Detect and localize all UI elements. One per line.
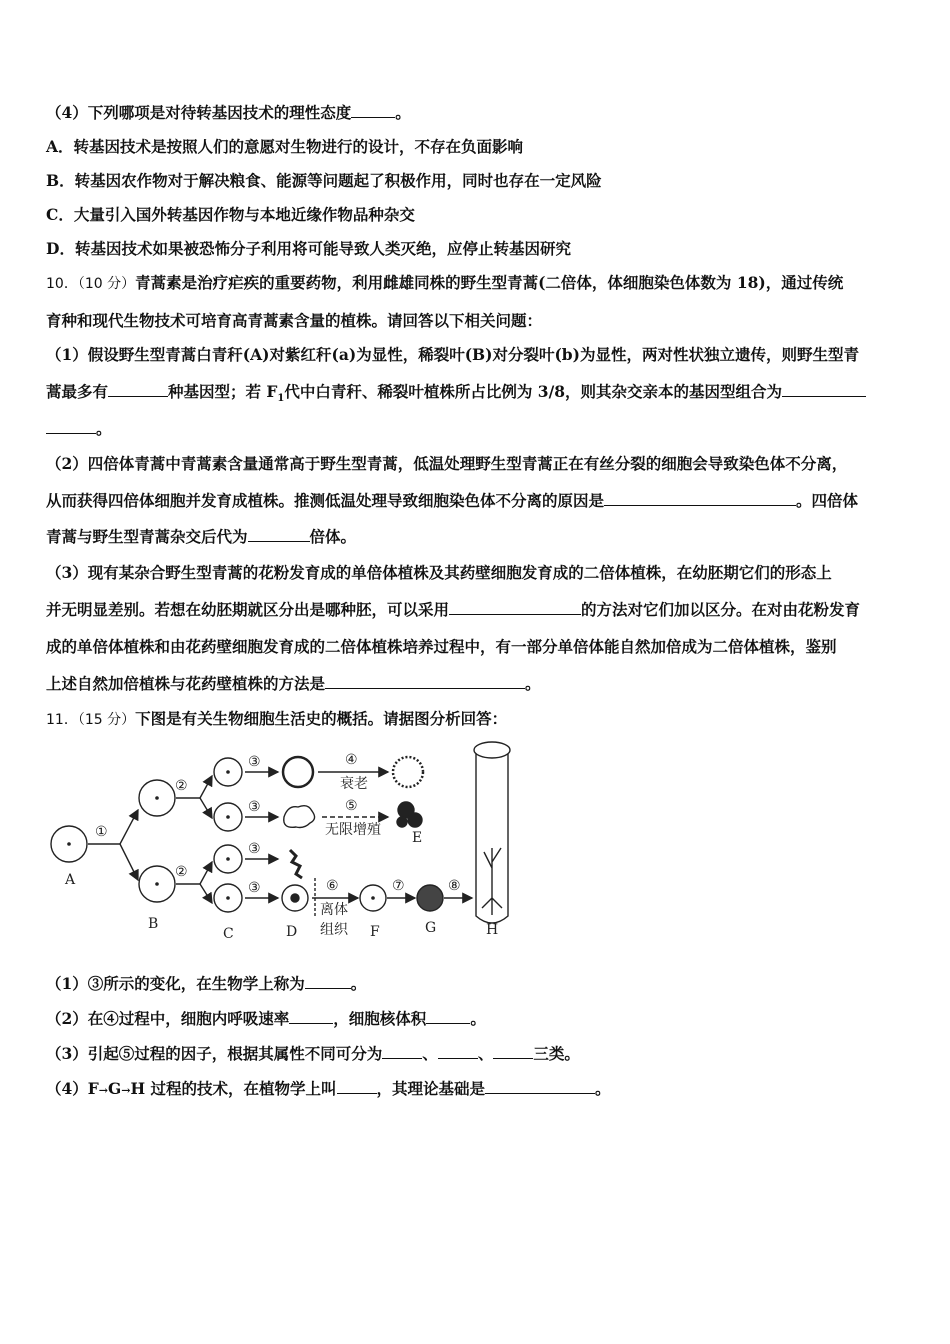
q10-part3-line1: （3）现有某杂合野生型青蒿的花粉发育成的单倍体植株及其药壁细胞发育成的二倍体植株，在幼胚期它们的形态上 [46, 563, 832, 582]
unlimited-label: 无限增殖 [325, 822, 381, 838]
isolated-label-1: 离体 [320, 902, 348, 918]
step-2-upper: ② [175, 778, 188, 794]
step-3-c: ③ [248, 841, 261, 857]
step-5: ⑤ [345, 798, 358, 814]
aging-cell [393, 757, 423, 787]
label-c: C [223, 926, 234, 942]
cell-life-history-diagram [40, 738, 520, 943]
answer-blank[interactable] [438, 1044, 478, 1059]
step-6: ⑥ [326, 878, 339, 894]
label-f: F [370, 924, 380, 940]
step-1: ① [95, 824, 108, 840]
q9-part4-stem: （4）下列哪项是对待转基因技术的理性态度 。 [46, 103, 411, 122]
answer-blank[interactable] [604, 491, 796, 506]
isolated-label-2: 组织 [320, 922, 348, 938]
step-2-lower: ② [175, 864, 188, 880]
specialized-cell-1 [283, 757, 313, 787]
answer-blank[interactable] [289, 1009, 333, 1024]
answer-blank[interactable] [493, 1044, 533, 1059]
q10-part2-line2: 从而获得四倍体细胞并发育成植株。推测低温处理导致细胞染色体不分离的原因是 。四倍体 [46, 491, 859, 510]
specialized-cell-3 [290, 850, 302, 878]
option-b: B．转基因农作物对于解决粮食、能源等问题起了积极作用，同时也存在一定风险 [46, 171, 602, 190]
q11-part3: （3）引起⑤过程的因子，根据其属性不同可分为 、 、 三类。 [46, 1044, 580, 1063]
q11-intro: 11．（15 分）下图是有关生物细胞生活史的概括。请据图分析回答： [46, 709, 508, 728]
q10-part1-line2: 蒿最多有 种基因型；若 $F_1$代中白青秆、稀裂叶植株所占比例为 3/8，则其杂交亲本的基因型组合为 [46, 381, 866, 410]
answer-blank[interactable] [485, 1079, 595, 1094]
q10-intro-line2: 育种和现代生物技术可培育高青蒿素含量的植株。请回答以下相关问题： [46, 311, 543, 330]
label-h: H [486, 922, 499, 938]
q10-part1-line3: 。 [46, 418, 112, 440]
q10-number: 10．（10 分） [46, 276, 136, 292]
q11-part4: （4）F→G→H 过程的技术，在植物学上叫 ，其理论基础是 。 [46, 1079, 611, 1098]
step-4: ④ [345, 752, 358, 768]
answer-blank[interactable] [382, 1044, 422, 1059]
step-3-b: ③ [248, 799, 261, 815]
q11-number: 11．（15 分） [46, 712, 136, 728]
q10-part3-line4: 上述自然加倍植株与花药壁植株的方法是 。 [46, 674, 541, 693]
q11-part1: （1）③所示的变化，在生物学上称为 。 [46, 974, 367, 993]
label-g: G [425, 920, 437, 936]
q10-part1-line1: （1）假设野生型青蒿白青秆(A)对紫红秆(a)为显性，稀裂叶(B)对分裂叶(b)为显性，两对性状独立遗传，则野生型青 [46, 345, 859, 364]
answer-blank[interactable] [46, 419, 96, 434]
answer-blank[interactable] [449, 600, 581, 615]
answer-blank[interactable] [325, 674, 525, 689]
option-d: D．转基因技术如果被恐怖分子利用将可能导致人类灭绝，应停止转基因研究 [46, 239, 571, 258]
label-e: E [412, 830, 423, 846]
option-a: A．转基因技术是按照人们的意愿对生物进行的设计，不存在负面影响 [46, 137, 524, 156]
answer-blank[interactable] [305, 974, 351, 989]
answer-blank[interactable] [351, 103, 395, 118]
label-d: D [286, 924, 298, 940]
label-b: B [148, 916, 159, 932]
q10-part2-line1: （2）四倍体青蒿中青蒿素含量通常高于野生型青蒿，低温处理野生型青蒿正在有丝分裂的细胞会导致染色体不分离， [46, 454, 848, 473]
q10-intro: 10．（10 分）青蒿素是治疗疟疾的重要药物，利用雌雄同株的野生型青蒿(二倍体，体细胞染色体数为 18)，通过传统 [46, 273, 844, 292]
step-3-a: ③ [248, 754, 261, 770]
label-a: A [65, 872, 76, 888]
answer-blank[interactable] [248, 527, 310, 542]
q10-part3-line2: 并无明显差别。若想在幼胚期就区分出是哪种胚，可以采用 的方法对它们加以区分。在对由花粉发育 [46, 600, 861, 619]
q11-part2: （2）在④过程中，细胞内呼吸速率 ，细胞核体积 。 [46, 1009, 486, 1028]
step-3-d: ③ [248, 880, 261, 896]
answer-blank[interactable] [108, 382, 168, 397]
aging-label: 衰老 [340, 776, 368, 792]
step-8: ⑧ [448, 878, 461, 894]
specialized-cell-2 [284, 806, 315, 828]
answer-blank[interactable] [426, 1009, 470, 1024]
option-c: C．大量引入国外转基因作物与本地近缘作物品种杂交 [46, 205, 415, 224]
answer-blank[interactable] [782, 382, 866, 397]
q10-part3-line3: 成的单倍体植株和由花药壁细胞发育成的二倍体植株培养过程中，有一部分单倍体能自然加倍成为二倍体植株，鉴别 [46, 637, 837, 656]
step-7: ⑦ [392, 878, 405, 894]
answer-blank[interactable] [337, 1079, 377, 1094]
q10-part2-line3: 青蒿与野生型青蒿杂交后代为 倍体。 [46, 527, 357, 546]
callus-g [417, 885, 443, 911]
